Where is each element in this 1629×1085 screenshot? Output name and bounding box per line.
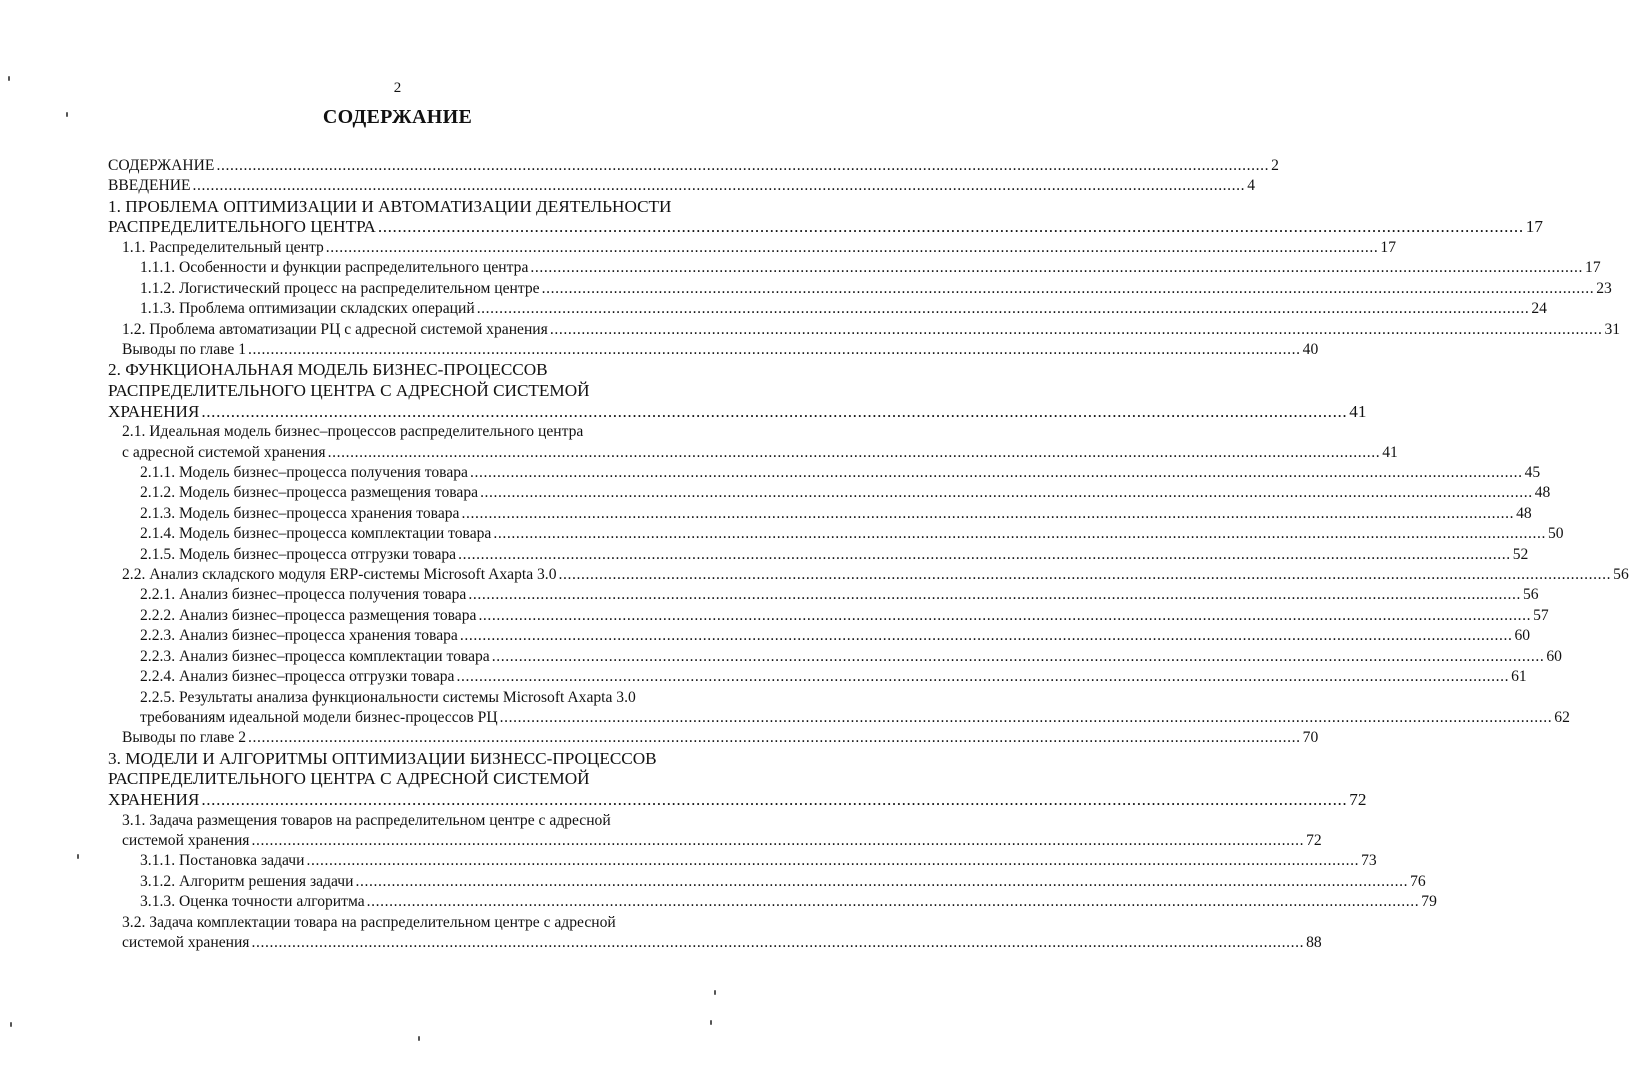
toc-entry-page: 17 [1380,239,1396,256]
dot-leader: .......................................................................................................................................................................................................................................... [377,217,1524,237]
toc-entry-page: 2 [1271,157,1279,174]
scan-speck [710,1020,712,1025]
toc-entry-page: 4 [1247,177,1255,195]
toc-entry[interactable] [108,748,1367,811]
dot-leader: .......................................................................................................................................................................................................................................... [493,525,1546,543]
scan-speck [8,76,10,81]
toc-entry[interactable] [108,728,1319,748]
toc-entry-page: 56 [1522,586,1539,604]
dot-leader: .......................................................................................................................................................................................................................................... [558,566,1612,584]
dot-leader: .......................................................................................................................................................................................................................................... [541,279,1595,297]
toc-entry[interactable] [108,156,1279,176]
toc-entry[interactable] [108,626,1531,646]
dot-leader: .......................................................................................................................................................................................................................................... [248,341,1301,359]
dot-leader: .......................................................................................................................................................................................................................................... [478,606,1532,624]
table-of-contents [108,156,1629,953]
dot-leader: .......................................................................................................................................................................................................................................... [325,239,1379,256]
toc-entry-title: системой хранения [122,831,250,849]
toc-entry[interactable] [108,545,1529,565]
toc-entry[interactable] [108,688,1570,729]
toc-entry[interactable] [108,606,1549,626]
scan-speck [10,1022,12,1027]
toc-entry-title: ВВЕДЕНИЕ [108,177,191,195]
toc-entry-page: 76 [1410,872,1426,890]
toc-entry-title: 2.2.3. Анализ бизнес–процесса комплектации товара [140,647,490,665]
toc-entry-title: 2.1.1. Модель бизнес–процесса получения товара [140,464,468,482]
toc-entry[interactable] [108,811,1322,852]
toc-entry[interactable] [108,422,1398,463]
toc-entry-title: ХРАНЕНИЯ [108,401,200,421]
toc-entry[interactable] [108,258,1601,278]
toc-entry-title: 2.2. Анализ складского модуля ERP-системы Microsoft Axapta 3.0 [122,566,557,584]
toc-entry[interactable] [108,279,1612,299]
page-title: СОДЕРЖАНИЕ [322,106,473,128]
dot-leader: .......................................................................................................................................................................................................................................... [549,320,1603,338]
dot-leader: .......................................................................................................................................................................................................................................... [476,300,1530,318]
toc-entry-title: Выводы по главе 1 [122,341,247,359]
toc-entry[interactable] [108,238,1396,258]
toc-entry-title: 2.1.5. Модель бизнес–процесса отгрузки товара [140,545,457,563]
toc-entry[interactable] [108,565,1629,585]
dot-leader: .......................................................................................................................................................................................................................................... [251,933,1305,951]
toc-entry[interactable] [108,913,1322,954]
toc-entry-page: 48 [1534,484,1551,502]
toc-entry-title-line: 2.1. Идеальная модель бизнес–процессов распределительного центра [122,423,584,441]
dot-leader: .......................................................................................................................................................................................................................................... [355,872,1409,890]
toc-entry-page: 61 [1511,668,1527,686]
toc-entry-title: Выводы по главе 2 [122,729,247,747]
toc-entry-page: 23 [1596,279,1612,297]
toc-entry[interactable] [108,667,1527,687]
page-number: 2 [393,80,402,96]
toc-entry-page: 72 [1306,831,1322,849]
dot-leader: .......................................................................................................................................................................................................................................... [327,443,1381,461]
dot-leader: .......................................................................................................................................................................................................................................... [192,177,1246,195]
toc-entry[interactable] [108,647,1562,667]
toc-entry-page: 17 [1585,259,1601,277]
toc-entry-title: 2.1.4. Модель бизнес–процесса комплектации товара [140,525,492,543]
scan-speck [77,854,79,859]
toc-entry-title-line: 3. МОДЕЛИ И АЛГОРИТМЫ ОПТИМИЗАЦИИ БИЗНЕСС-ПРОЦЕССОВ [108,748,657,768]
dot-leader: .......................................................................................................................................................................................................................................... [480,484,1533,502]
dot-leader: .......................................................................................................................................................................................................................................... [366,893,1420,911]
dot-leader: .......................................................................................................................................................................................................................................... [468,586,1521,604]
toc-entry-title-line: РАСПРЕДЕЛИТЕЛЬНОГО ЦЕНТРА С АДРЕСНОЙ СИСТЕМОЙ [108,381,590,401]
dot-leader: .......................................................................................................................................................................................................................................... [306,852,1360,870]
toc-entry-page: 41 [1382,443,1398,461]
dot-leader: .......................................................................................................................................................................................................................................... [461,504,1515,522]
toc-entry-title-line: 2.2.5. Результаты анализа функциональности системы Microsoft Axapta 3.0 [140,688,636,706]
toc-entry-title-line: 3.1. Задача размещения товаров на распределительном центре с адресной [122,811,611,829]
toc-entry[interactable] [108,892,1437,912]
scan-speck [66,112,68,117]
toc-entry-page: 88 [1306,933,1322,951]
toc-entry-page: 60 [1546,647,1562,665]
toc-entry-page: 24 [1531,300,1547,318]
toc-entry-page: 50 [1548,525,1564,543]
toc-entry-page: 48 [1516,504,1532,522]
dot-leader: .......................................................................................................................................................................................................................................... [248,729,1301,747]
toc-entry-title: 2.2.4. Анализ бизнес–процесса отгрузки товара [140,668,455,686]
dot-leader: .......................................................................................................................................................................................................................................... [216,157,1270,174]
toc-entry-title: с адресной системой хранения [122,443,326,461]
toc-entry-page: 79 [1421,893,1437,911]
toc-entry-page: 57 [1533,606,1549,624]
toc-entry[interactable] [108,872,1426,892]
toc-entry-page: 45 [1524,464,1541,482]
toc-entry-title: требованиям идеальной модели бизнес-процессов РЦ [140,708,498,726]
toc-entry[interactable] [108,504,1532,524]
toc-entry-page: 17 [1525,217,1543,237]
toc-entry-title: системой хранения [122,933,250,951]
scan-speck [418,1036,420,1041]
toc-entry-title-line: 2. ФУНКЦИОНАЛЬНАЯ МОДЕЛЬ БИЗНЕС-ПРОЦЕССОВ [108,360,548,380]
toc-entry-title: 1.1.3. Проблема оптимизации складских операций [140,300,475,318]
toc-entry-title: 1.1.1. Особенности и функции распределительного центра [140,259,529,277]
toc-entry[interactable] [108,851,1377,871]
toc-entry-page: 62 [1554,708,1570,726]
toc-entry-title: 3.1.3. Оценка точности алгоритма [140,893,365,911]
toc-entry-page: 56 [1613,566,1629,584]
toc-entry-page: 60 [1514,627,1531,645]
toc-entry-page: 40 [1302,341,1319,359]
dot-leader: .......................................................................................................................................................................................................................................... [459,627,1513,645]
toc-entry[interactable] [108,196,1543,238]
toc-entry[interactable] [108,483,1551,503]
toc-entry-title: 3.1.2. Алгоритм решения задачи [140,872,354,890]
toc-entry-title: РАСПРЕДЕЛИТЕЛЬНОГО ЦЕНТРА [108,217,376,237]
toc-entry-title-line: 3.2. Задача комплектации товара на распределительном центре с адресной [122,913,616,931]
toc-entry-title: ХРАНЕНИЯ [108,789,200,809]
toc-entry-title: 2.2.3. Анализ бизнес–процесса хранения товара [140,627,458,645]
toc-entry[interactable] [108,340,1319,360]
toc-entry-title: 2.1.2. Модель бизнес–процесса размещения товара [140,484,479,502]
toc-entry[interactable] [108,320,1621,340]
toc-entry-title: 1.1.2. Логистический процесс на распределительном центре [140,279,540,297]
dot-leader: .......................................................................................................................................................................................................................................... [251,831,1305,849]
dot-leader: .......................................................................................................................................................................................................................................... [456,668,1510,686]
dot-leader: .......................................................................................................................................................................................................................................... [499,708,1553,726]
toc-entry-page: 41 [1349,401,1367,421]
toc-entry-page: 31 [1604,320,1621,338]
dot-leader: .......................................................................................................................................................................................................................................... [201,789,1348,809]
dot-leader: .......................................................................................................................................................................................................................................... [469,464,1523,482]
dot-leader: .......................................................................................................................................................................................................................................... [530,259,1584,277]
toc-entry-title: 1.1. Распределительный центр [122,239,324,256]
toc-entry-title: 1.2. Проблема автоматизации РЦ с адресной системой хранения [122,320,548,338]
toc-entry[interactable] [108,360,1367,422]
toc-entry[interactable] [108,585,1539,605]
toc-entry[interactable] [108,176,1255,196]
toc-entry-title: 2.2.2. Анализ бизнес–процесса размещения товара [140,606,477,624]
toc-entry[interactable] [108,524,1564,544]
toc-entry-title: 2.2.1. Анализ бизнес–процесса получения товара [140,586,467,604]
dot-leader: .......................................................................................................................................................................................................................................... [201,401,1348,421]
toc-entry-title: СОДЕРЖАНИЕ [108,157,215,174]
toc-entry-title: 3.1.1. Постановка задачи [140,852,305,870]
toc-entry-page: 72 [1349,789,1367,809]
toc-entry-page: 52 [1512,545,1529,563]
toc-entry-title-line: РАСПРЕДЕЛИТЕЛЬНОГО ЦЕНТРА С АДРЕСНОЙ СИСТЕМОЙ [108,769,590,789]
scan-speck [714,990,716,995]
dot-leader: .......................................................................................................................................................................................................................................... [491,647,1545,665]
toc-entry-page: 70 [1302,729,1319,747]
toc-entry[interactable] [108,299,1547,319]
toc-entry-title-line: 1. ПРОБЛЕМА ОПТИМИЗАЦИИ И АВТОМАТИЗАЦИИ ДЕЯТЕЛЬНОСТИ [108,196,672,216]
toc-entry-title: 2.1.3. Модель бизнес–процесса хранения товара [140,504,460,522]
toc-entry[interactable] [108,463,1541,483]
dot-leader: .......................................................................................................................................................................................................................................... [458,545,1511,563]
toc-entry-page: 73 [1361,852,1377,870]
